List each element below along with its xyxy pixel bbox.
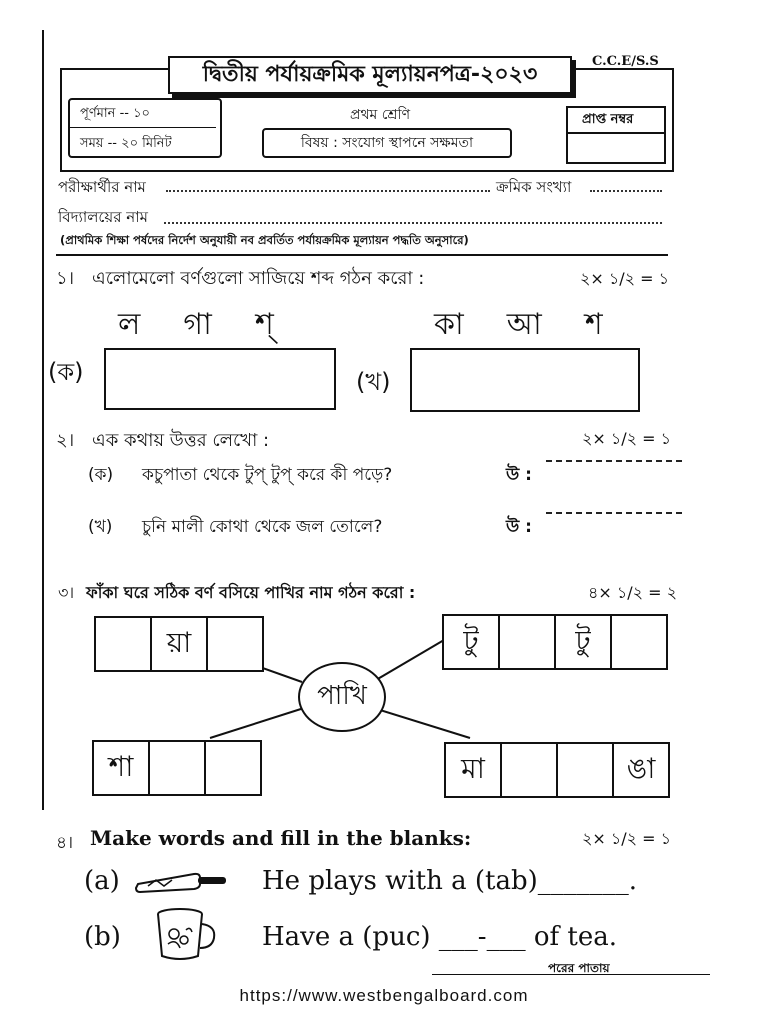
cricket-bat-icon — [134, 868, 230, 896]
code-label: C.C.E/S.S — [592, 54, 659, 69]
marks-obtained-label: প্রাপ্ত নম্বর — [582, 112, 634, 127]
q1-letters-a: ল গা শ্ — [118, 307, 274, 342]
q3-tl-cell-2[interactable]: য়া — [150, 616, 208, 672]
q4b-label: (b) — [84, 922, 121, 952]
q3-br-cell-1[interactable]: মা — [444, 742, 502, 798]
q4a-label: (a) — [84, 866, 120, 896]
q3-bl-cell-1[interactable]: শা — [92, 740, 150, 796]
q3-word-top-left — [94, 616, 264, 672]
q2a-text: কচুপাতা থেকে টুপ্ টুপ্ করে কী পড়ে? — [142, 465, 393, 485]
q3-tl-cell-1[interactable] — [94, 616, 152, 672]
q3-text: ফাঁকা ঘরে সঠিক বর্ণ বসিয়ে পাখির নাম গঠন করো : — [86, 583, 416, 602]
q2-text: এক কথায় উত্তর লেখো : — [92, 430, 270, 451]
q4a-text: He plays with a (tab)_______. — [262, 866, 638, 896]
school-name-label: বিদ্যালয়ের নাম — [58, 208, 148, 226]
q1-text: এলোমেলো বর্ণগুলো সাজিয়ে শব্দ গঠন করো : — [92, 268, 425, 289]
q2a-ans-label: উ : — [506, 465, 532, 485]
q1-letters-b: কা আ শ — [434, 307, 603, 342]
q4-number: ৪। — [56, 833, 74, 853]
q3-word-bottom-right — [444, 742, 670, 798]
student-name-label: পরীক্ষার্থীর নাম — [58, 178, 146, 196]
q1-label-a: (ক) — [48, 358, 84, 386]
footer-url[interactable]: https://www.westbengalboard.com — [239, 986, 529, 1005]
time-label: সময় -- ২০ মিনিট — [80, 136, 172, 151]
q3-tr-cell-3[interactable]: টু — [554, 614, 612, 670]
q2a-label: (ক) — [88, 465, 114, 485]
q4b-text: Have a (puc) ___-___ of tea. — [262, 922, 617, 952]
q3-tr-cell-1[interactable]: টু — [442, 614, 500, 670]
subject-label: বিষয় : সংযোগ স্থাপনে সক্ষমতা — [300, 135, 474, 151]
page-title: দ্বিতীয় পর্যায়ক্রমিক মূল্যায়নপত্র-২০২৩ — [202, 61, 538, 87]
q3-center-bubble — [298, 662, 386, 732]
q3-br-cell-3[interactable] — [556, 742, 614, 798]
q3-word-top-right — [442, 614, 668, 670]
q1-marks: ২× ১/২ = ১ — [580, 269, 670, 288]
q1-number: ১। — [56, 268, 75, 289]
q4-marks: ২× ১/২ = ১ — [582, 829, 672, 848]
instruction-note: (প্রাথমিক শিক্ষা পর্ষদের নির্দেশ অনুযায়ী নব প্রবর্তিত পর্যায়ক্রমিক মূল্যায়ন পদ্ধতি অনুসারে) — [60, 233, 469, 247]
class-label: প্রথম শ্রেণি — [350, 107, 411, 123]
q2b-label: (খ) — [88, 517, 113, 537]
q3-marks: ৪× ১/২ = ২ — [588, 583, 678, 602]
q4-text: Make words and fill in the blanks: — [90, 826, 472, 850]
q2b-ans-label: উ : — [506, 517, 532, 537]
teacup-icon — [150, 904, 220, 966]
q3-tr-cell-4[interactable] — [610, 614, 668, 670]
q2b-text: চুনি মালী কোথা থেকে জল তোলে? — [142, 517, 383, 537]
roll-label: ক্রমিক সংখ্যা — [496, 178, 572, 196]
next-page-label: পরের পাতায় — [548, 961, 610, 975]
q3-number: ৩। — [58, 583, 75, 602]
q3-bl-cell-2[interactable] — [148, 740, 206, 796]
q2-marks: ২× ১/২ = ১ — [582, 429, 672, 448]
q3-br-cell-4[interactable]: ঙা — [612, 742, 670, 798]
q3-word-bottom-left — [92, 740, 262, 796]
q2-number: ২। — [56, 430, 75, 451]
full-marks: পূর্ণমান -- ১০ — [80, 106, 150, 121]
q3-tr-cell-2[interactable] — [498, 614, 556, 670]
q3-bl-cell-3[interactable] — [204, 740, 262, 796]
q1-label-b: (খ) — [356, 368, 391, 396]
q3-center-label: পাখি — [317, 681, 367, 711]
q3-br-cell-2[interactable] — [500, 742, 558, 798]
q3-tl-cell-3[interactable] — [206, 616, 264, 672]
